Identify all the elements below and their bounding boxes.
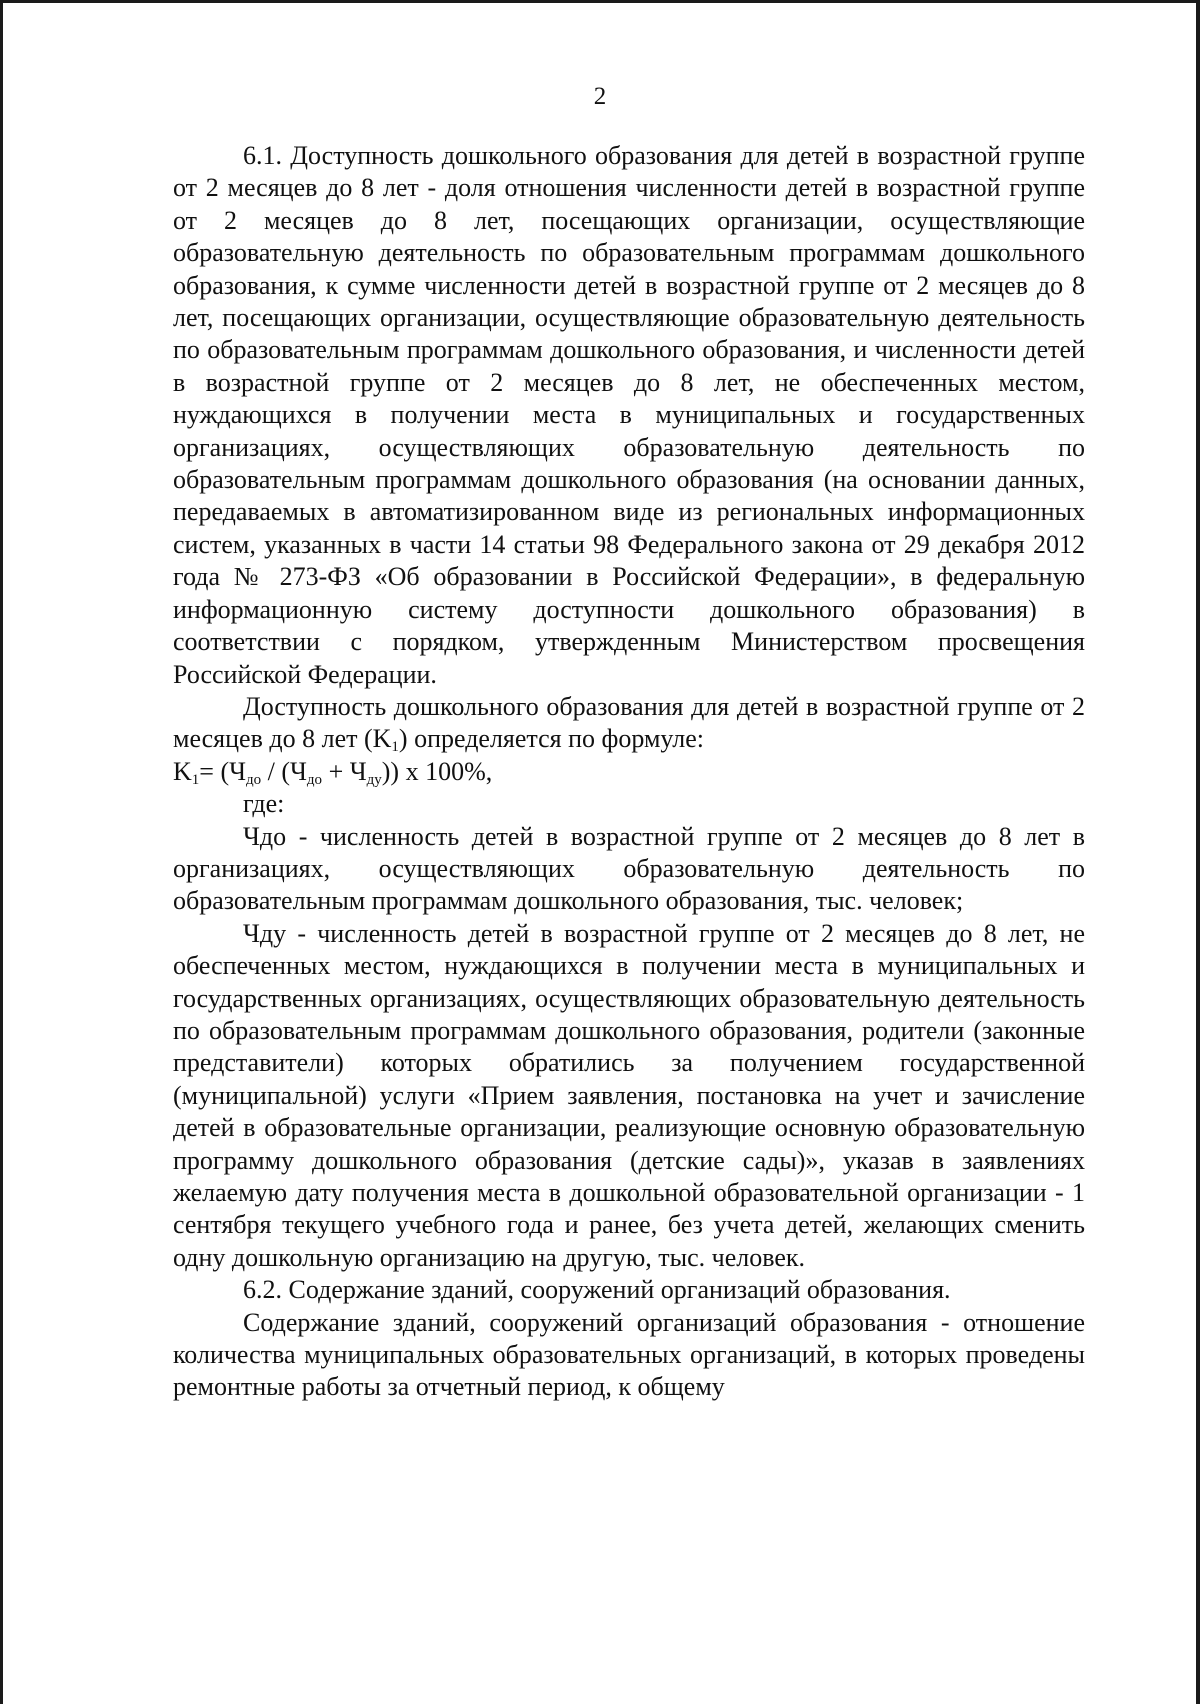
formula-intro-text: Доступность дошкольного образования для детей в возрастной группе от 2 месяцев до 8 лет (K	[173, 691, 1085, 754]
paragraph-formula-intro	[173, 691, 1085, 756]
paragraph-6-2-definition: Содержание зданий, сооружений организаций образования - отношение количества муниципальных образовательных организаций, в которых проведены ремонтные работы за отчетный период, к общему	[173, 1307, 1085, 1402]
formula-slash: / (Ч	[261, 756, 307, 786]
formula-plus: + Ч	[322, 756, 367, 786]
paragraph-6-2: 6.2. Содержание зданий, сооружений организаций образования.	[243, 1275, 951, 1305]
paragraph-6-1: 6.1. Доступность дошкольного образования для детей в возрастной группе от 2 месяцев до 8 лет - доля отношения численности детей в возрастной группе от 2 месяцев до 8 лет, посещающих организации, осуществляющие образовательную деятельность по образовательным программам дошкольного образования, к сумме численности детей в возрастной группе от 2 месяцев до 8 лет, посещающих организации, осуществляющие образовательную деятельность по образовательным программам дошкольного образования, и численности детей в возрастной группе от 2 месяцев до 8 лет, не обеспеченных местом, нуждающихся в получении места в муниципальных и государственных организациях, осуществляющих образовательную деятельность по образовательным программам дошкольного образования (на основании данных, передаваемых в автоматизированном виде из региональных информационных систем, указанных в части 14 статьи 98 Федерального закона от 29 декабря 2012 года № 273-ФЗ «Об образовании в Российской Федерации», в федеральную информационную систему доступности дошкольного образования) в соответствии с порядком, утвержденным Министерством просвещения Российской Федерации.	[173, 141, 1085, 689]
document-body	[173, 140, 1085, 1404]
formula	[173, 756, 1085, 788]
paragraph-chdu: Чду - численность детей в возрастной группе от 2 месяцев до 8 лет, не обеспеченных местом, нуждающихся в получении места в муниципальных и государственных организациях, осуществляющих образовательную деятельность по образовательным программам дошкольного образования, родители (законные представители) которых обратились за получением государственной (муниципальной) услуги «Прием заявления, постановка на учет и зачисление детей в образовательные организации, реализующие основную образовательную программу дошкольного образования (детские сады)», указав в заявлениях желаемую дату получения места в дошкольной образовательной организации - 1 сентября текущего учебного года и ранее, без учета детей, желающих сменить одну дошкольную организацию на другую, тыс. человек.	[173, 918, 1085, 1272]
page-number: 2	[593, 83, 607, 110]
where-label: где:	[243, 789, 285, 819]
scan-edge-top	[0, 0, 1200, 3]
formula-sub-do-2: до	[306, 771, 323, 788]
formula-k-sub: 1	[191, 771, 200, 788]
paragraph-chdo: Чдо - численность детей в возрастной группе от 2 месяцев до 8 лет в организациях, осуществляющих образовательную деятельность по образовательным программам дошкольного образования, тыс. человек;	[173, 821, 1085, 916]
formula-eq: = (Ч	[199, 756, 246, 786]
formula-sub-do: до	[246, 771, 262, 788]
formula-intro-tail: ) определяется по формуле:	[398, 724, 705, 754]
formula-tail: )) x 100%,	[381, 756, 493, 786]
k-subscript: 1	[391, 739, 399, 756]
formula-sub-du: ду	[366, 771, 382, 788]
scan-edge-left	[0, 0, 3, 1704]
formula-k: K	[173, 756, 192, 786]
scan-edge-right	[1196, 0, 1200, 1704]
